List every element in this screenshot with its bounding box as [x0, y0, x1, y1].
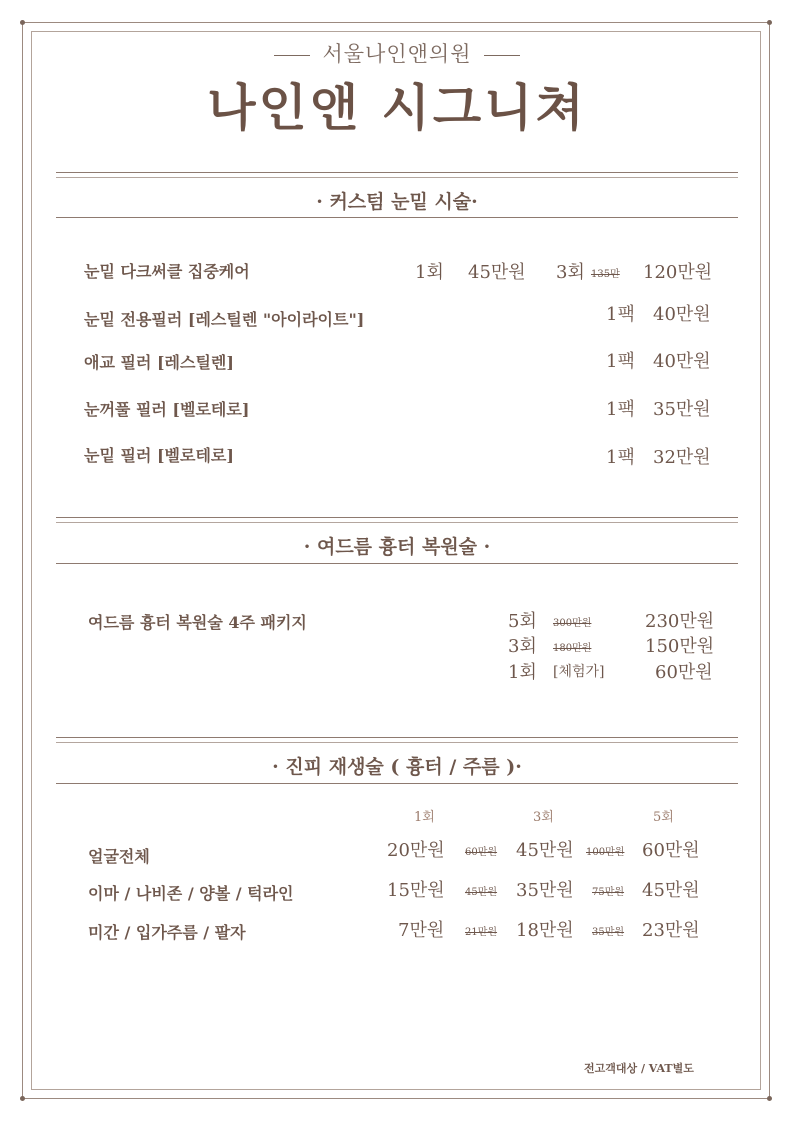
price-1x: 7만원 [398, 920, 445, 941]
menu-item-price: 32만원 [653, 447, 711, 468]
price-3x: 35만원 [516, 880, 574, 901]
corner-dot-tr [767, 20, 772, 25]
package-count: 3회 [508, 636, 537, 657]
section3-rule-top-thin [56, 742, 738, 743]
clinic-name [0, 38, 794, 68]
section1-rule-bottom [56, 217, 738, 218]
menu-item-count: 3회 [556, 262, 585, 283]
menu-item-count: 1팩 [606, 304, 635, 325]
column-header: 3회 [533, 810, 554, 825]
price-5x: 45만원 [642, 880, 700, 901]
section2-rule-top-thin [56, 522, 738, 523]
price-5x: 60만원 [642, 840, 700, 861]
menu-item-name: 눈밑 다크써클 집중케어 [84, 262, 250, 281]
menu-item-price: 40만원 [653, 304, 711, 325]
price-3x: 18만원 [516, 920, 574, 941]
menu-item-name: 눈밑 전용필러 [레스틸렌 "아이라이트"] [84, 310, 365, 329]
menu-item-original-price: 135만 [591, 269, 620, 280]
menu-item-count: 1팩 [606, 351, 635, 372]
footer-note: 전고객대상 / VAT별도 [584, 1062, 694, 1075]
trial-tag: [체험가] [553, 664, 605, 680]
package-count: 1회 [508, 662, 537, 683]
treatment-area: 이마 / 나비존 / 양볼 / 턱라인 [88, 884, 294, 903]
original-price-5x: 35만원 [592, 927, 625, 938]
original-price-5x: 75만원 [592, 887, 625, 898]
page-title: 나인앤 시그니쳐 [207, 78, 587, 137]
menu-item-count: 1팩 [606, 399, 635, 420]
column-header: 5회 [653, 810, 674, 825]
original-price-3x: 45만원 [465, 887, 498, 898]
original-price-3x: 21만원 [465, 927, 498, 938]
section2-rule-top [56, 517, 738, 518]
price-3x: 45만원 [516, 840, 574, 861]
package-price: 150만원 [645, 636, 715, 657]
section3-rule-bottom [56, 783, 738, 784]
section3-title: · 진피 재생술 ( 흉터 / 주름 )· [272, 756, 522, 778]
price-1x: 15만원 [387, 880, 445, 901]
menu-item-price: 35만원 [653, 399, 711, 420]
package-original-price: 300만원 [553, 618, 592, 629]
clinic-name-text: 서울나인앤의원 [322, 42, 472, 66]
package-count: 5회 [508, 611, 537, 632]
original-price-5x: 100만원 [586, 847, 625, 858]
column-header: 1회 [414, 810, 435, 825]
package-name: 여드름 흉터 복원술 4주 패키지 [88, 613, 307, 632]
treatment-area: 얼굴전체 [88, 847, 150, 866]
menu-item-count: 1회 [415, 262, 444, 283]
corner-dot-br [767, 1096, 772, 1101]
price-5x: 23만원 [642, 920, 700, 941]
package-price: 60만원 [655, 662, 713, 683]
section1-rule-top-thin [56, 177, 738, 178]
menu-item-price: 45만원 [468, 262, 526, 283]
section2-title: · 여드름 흉터 복원술 · [303, 536, 491, 558]
menu-item-name: 애교 필러 [레스틸렌] [84, 353, 234, 372]
menu-item-price: 120만원 [643, 262, 713, 283]
original-price-3x: 60만원 [465, 847, 498, 858]
treatment-area: 미간 / 입가주름 / 팔자 [88, 923, 246, 942]
package-original-price: 180만원 [553, 643, 592, 654]
menu-item-name: 눈꺼풀 필러 [벨로테로] [84, 400, 250, 419]
menu-item-price: 40만원 [653, 351, 711, 372]
section1-rule-top [56, 172, 738, 173]
title-dash-left [274, 55, 310, 56]
title-dash-right [484, 55, 520, 56]
section1-title: · 커스텀 눈밑 시술· [316, 191, 478, 213]
section2-rule-bottom [56, 563, 738, 564]
corner-dot-bl [20, 1096, 25, 1101]
menu-item-name: 눈밑 필러 [벨로테로] [84, 446, 234, 465]
section3-rule-top [56, 737, 738, 738]
corner-dot-tl [20, 20, 25, 25]
menu-item-count: 1팩 [606, 447, 635, 468]
price-1x: 20만원 [387, 840, 445, 861]
package-price: 230만원 [645, 611, 715, 632]
